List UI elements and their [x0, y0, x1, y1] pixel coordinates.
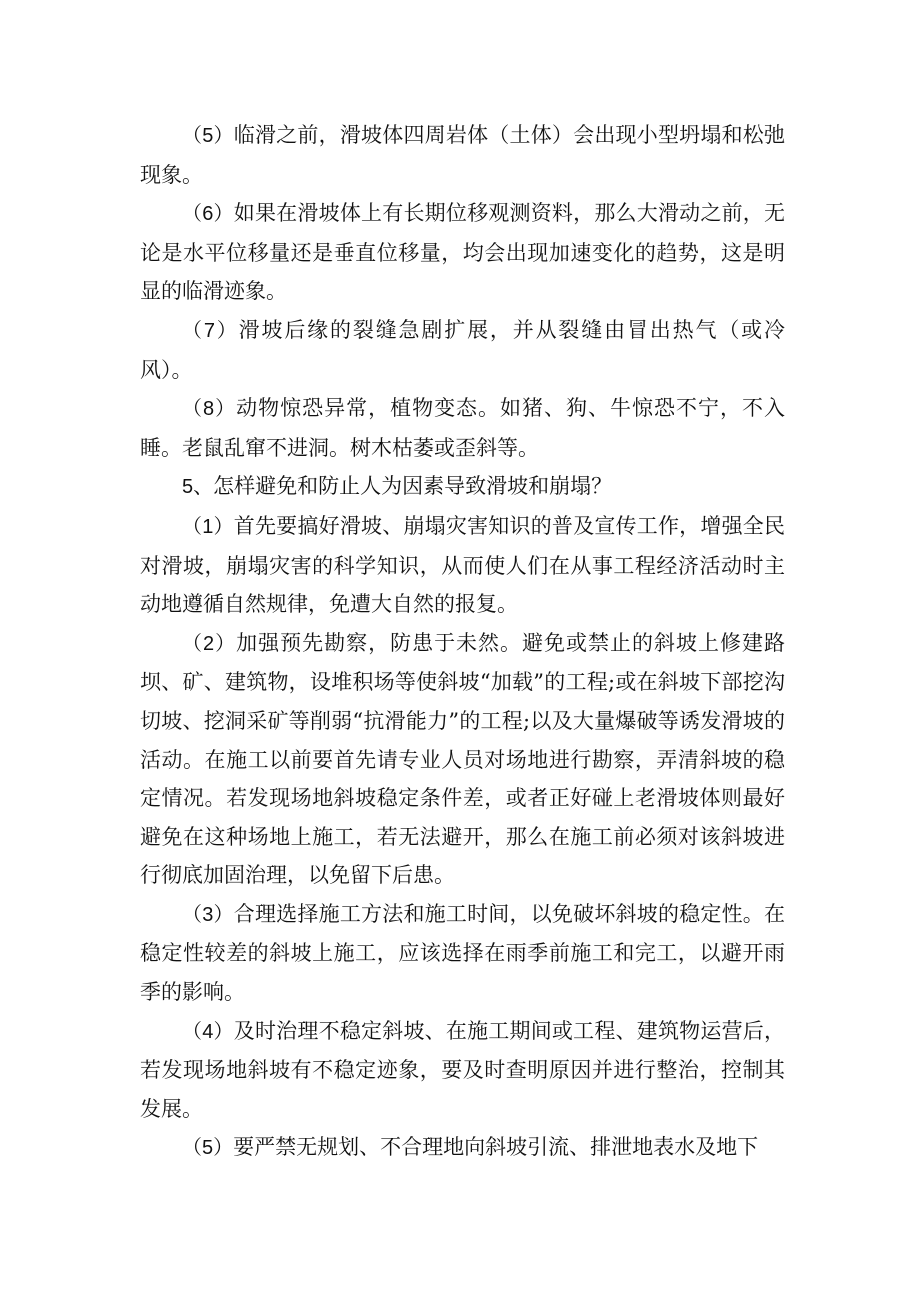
paragraph-label: （4） [182, 1020, 234, 1043]
paragraph-label: （8） [182, 398, 237, 421]
paragraph-label: （3） [182, 903, 234, 926]
paragraph-measure-3 [140, 895, 785, 1012]
paragraph-label: （5） [182, 125, 234, 147]
paragraph-text: 临滑之前，滑坡体四周岩体（土体）会出现小型坍塌和松弛现象。 [140, 123, 786, 187]
paragraph-measure-2 [140, 624, 785, 895]
paragraph-label: （7） [182, 319, 239, 342]
paragraph-text: 滑坡后缘的裂缝急剧扩展，并从裂缝由冒出热气（或冷风）。 [140, 317, 786, 382]
paragraph-label: （1） [182, 515, 234, 538]
paragraph-text: 首先要搞好滑坡、崩塌灾害知识的普及宣传工作，增强全民对滑坡，崩塌灾害的科学知识，从而使人们在从事工程经济活动时主动地遵循自然规律，免遭大自然的报复。 [140, 513, 786, 617]
paragraph-label: （5） [182, 1137, 234, 1160]
paragraph-sign-6 [140, 194, 785, 311]
heading-label: 5、 [182, 476, 214, 499]
paragraph-measure-1 [140, 507, 785, 624]
paragraph-text: 合理选择施工方法和施工时间，以免破坏斜坡的稳定性。在稳定性较差的斜坡上施工，应该选择在雨季前施工和完工，以避开雨季的影响。 [140, 901, 786, 1005]
paragraph-label: （6） [182, 203, 234, 226]
paragraph-sign-5 [140, 116, 785, 194]
paragraph-text: 要严禁无规划、不合理地向斜坡引流、排泄地表水及地下 [233, 1135, 759, 1160]
paragraph-measure-4 [140, 1012, 785, 1129]
paragraph-text: 动物惊恐异常，植物变态。如猪、狗、牛惊恐不宁，不入睡。老鼠乱窜不进洞。树木枯萎或歪斜等。 [140, 396, 785, 460]
paragraph-text: 加强预先勘察，防患于未然。避免或禁止的斜坡上修建路坝、矿、建筑物，设堆积场等使斜坡“加载”的工程;或在斜坡下部挖沟切坡、挖洞采矿等削弱“抗滑能力”的工程;以及大量爆破等诱发滑坡的活动。在施工以前要首先请专业人员对场地进行勘察，弄清斜坡的稳定情况。若发现场地斜坡稳定条件差，或者正好碰上老滑坡体则最好避免在这种场地上施工，若无法避开，那么在施工前必须对该斜坡进行彻底加固治理，以免留下后患。 [140, 630, 785, 888]
heading-text: 怎样避免和防止人为因素导致滑坡和崩塌？ [213, 474, 613, 499]
paragraph-text: 及时治理不稳定斜坡、在施工期间或工程、建筑物运营后，若发现场地斜坡有不稳定迹象，要及时查明原因并进行整治，控制其发展。 [140, 1018, 786, 1121]
paragraph-sign-8 [140, 389, 785, 467]
paragraph-text: 如果在滑坡体上有长期位移观测资料，那么大滑动之前，无论是水平位移量还是垂直位移量，均会出现加速变化的趋势，这是明显的临滑迹象。 [140, 201, 786, 304]
section-heading-5 [140, 467, 785, 507]
paragraph-measure-5 [140, 1128, 785, 1168]
document-body [140, 116, 785, 1168]
paragraph-sign-7 [140, 311, 785, 389]
paragraph-label: （2） [182, 632, 237, 655]
